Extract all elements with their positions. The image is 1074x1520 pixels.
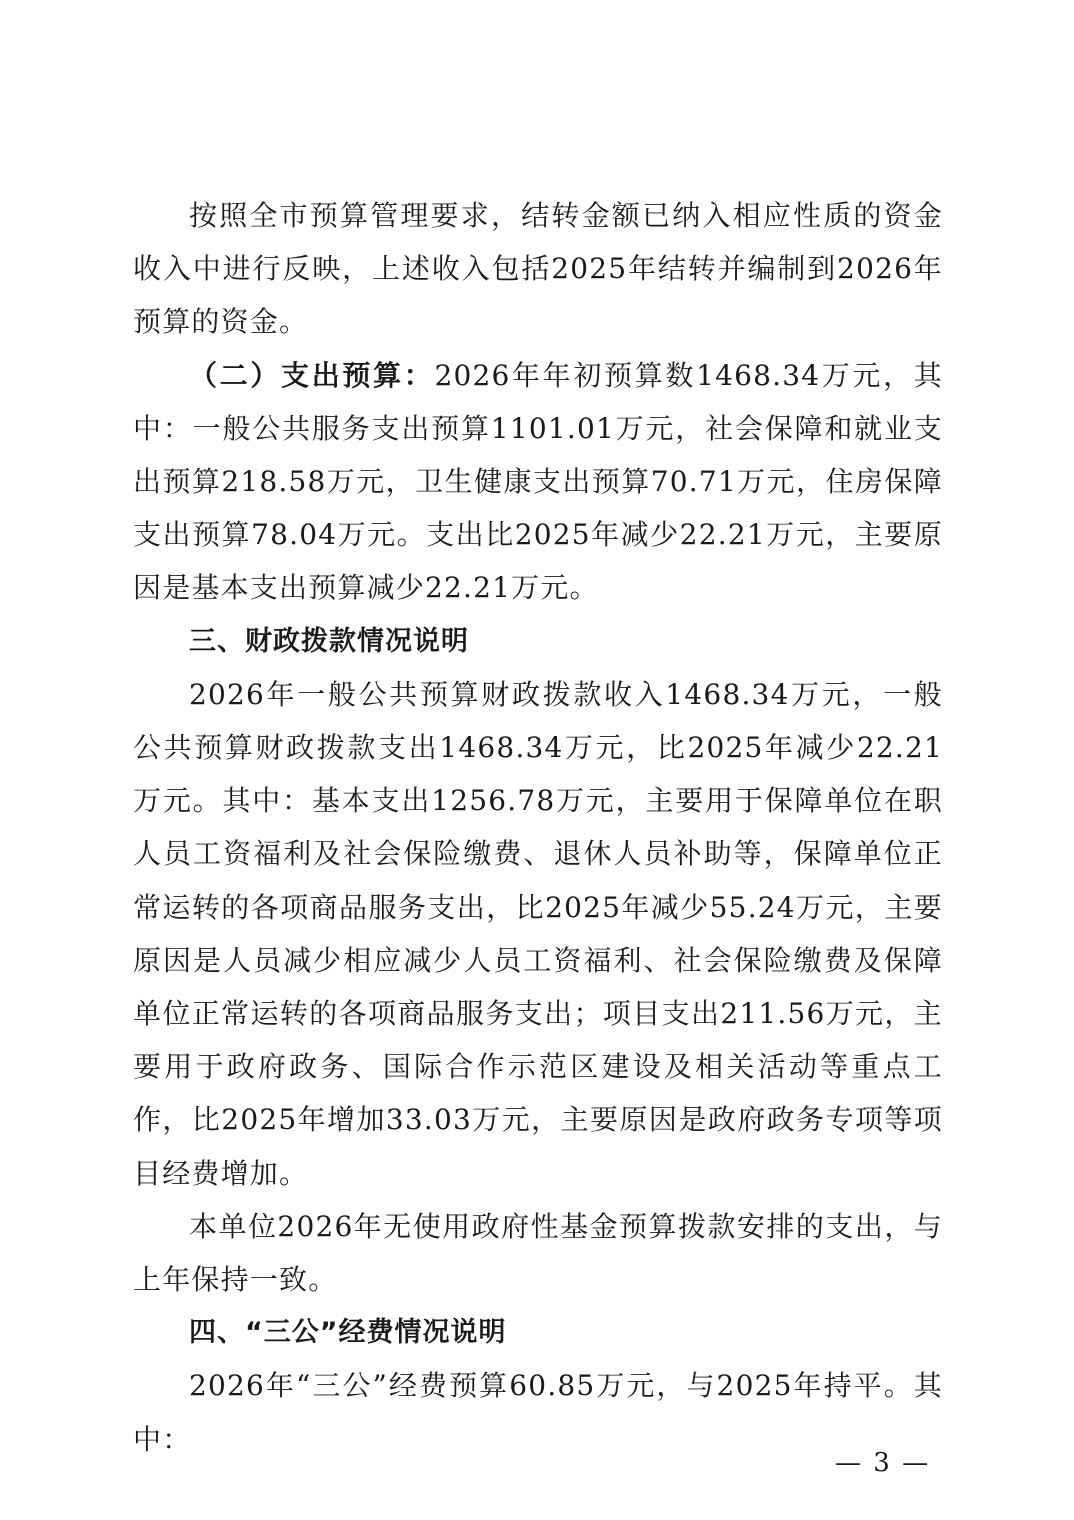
paragraph-expenditure-budget [133,349,943,615]
paragraph-text: 2026年一般公共预算财政拨款收入1468.34万元，一般公共预算财政拨款支出1468.34万元，比2025年减少22.21万元。其中：基本支出1256.78万元，主要用于保障单位在职人员工资福利及社会保险缴费、退休人员补助等，保障单位正常运转的各项商品服务支出，比2025年减少55.24万元，主要原因是人员减少相应减少人员工资福利、社会保险缴费及保障单位正常运转的各项商品服务支出；项目支出211.56万元，主要用于政府政务、国际合作示范区建设及相关活动等重点工作，比2025年增加33.03万元，主要原因是政府政务专项等项目经费增加。 [133,677,943,1190]
section-heading-fiscal-appropriation: 三、财政拨款情况说明 [189,625,469,657]
paragraph-three-public-expenses [133,1359,943,1465]
paragraph-fiscal-appropriation [133,668,943,1200]
paragraph-text: 按照全市预算管理要求，结转金额已纳入相应性质的资金收入中进行反映，上述收入包括2025年结转并编制到2026年预算的资金。 [133,199,943,339]
paragraph-text: 本单位2026年无使用政府性基金预算拨款安排的支出，与上年保持一致。 [133,1209,943,1297]
paragraph-text: 2026年“三公”经费预算60.85万元，与2025年持平。其中： [133,1369,943,1456]
paragraph-carryover-funds [133,189,943,349]
section-heading-three-public-expenses: 四、“三公”经费情况说明 [189,1317,507,1349]
document-body [133,189,943,1466]
page-number: — 3 — [835,1448,931,1478]
paragraph-text: 2026年年初预算数1468.34万元，其中：一般公共服务支出预算1101.01万元，社会保障和就业支出预算218.58万元，卫生健康支出预算70.71万元，住房保障支出预算78.04万元。支出比2025年减少22.21万元，主要原因是基本支出预算减少22.21万元。 [133,358,943,605]
paragraph-lead-label: （二）支出预算： [189,358,435,392]
paragraph-government-fund [133,1200,943,1306]
